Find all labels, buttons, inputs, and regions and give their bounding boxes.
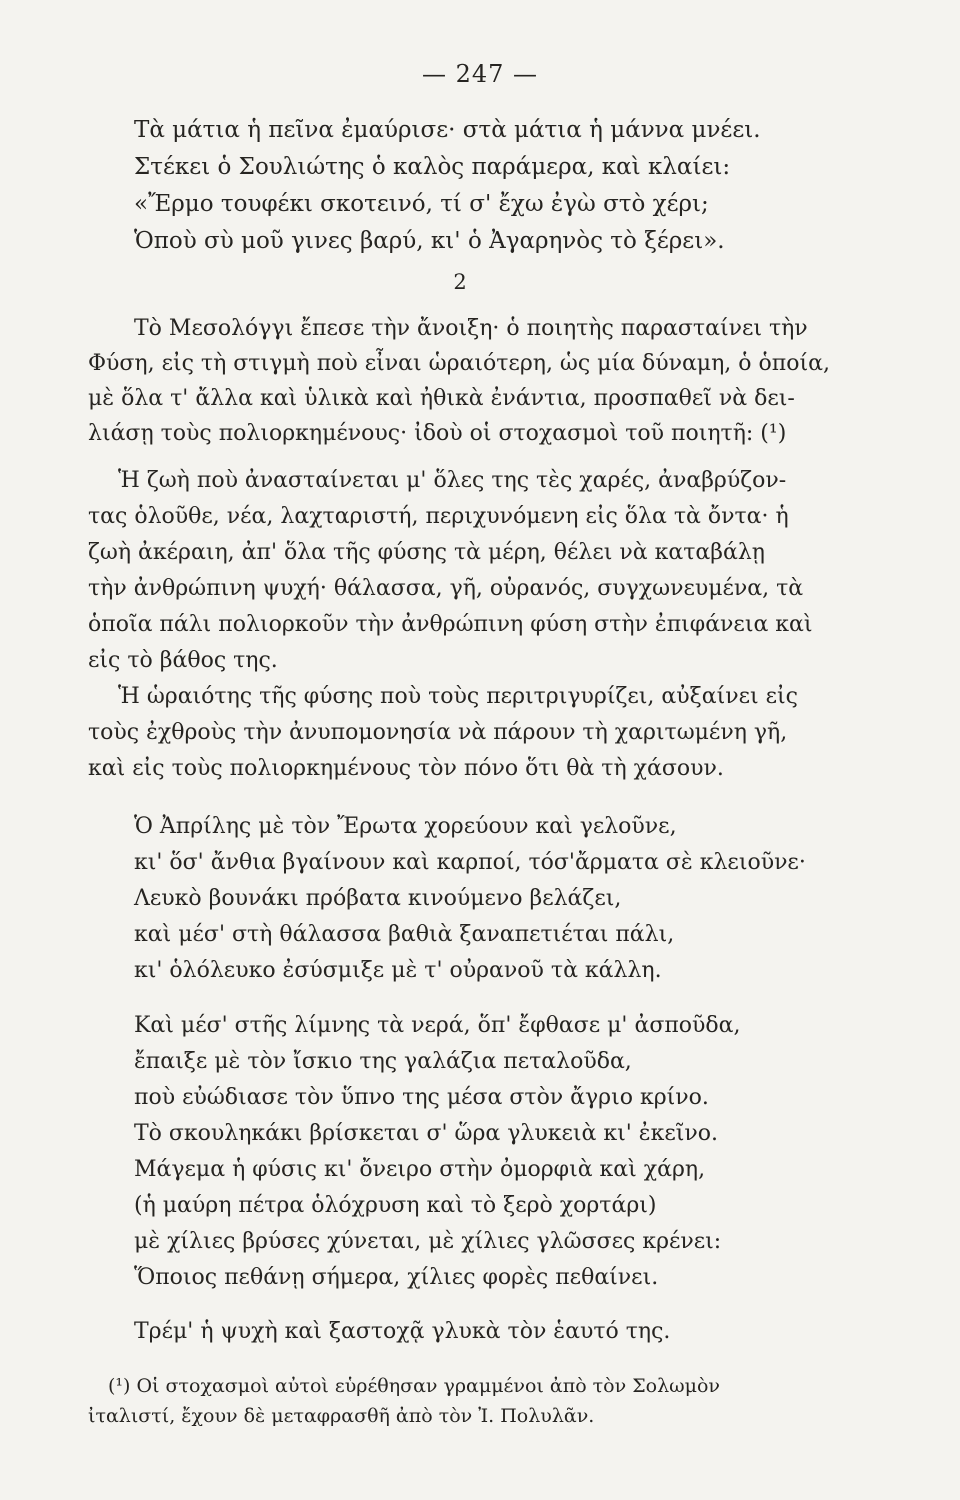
prose-line: μὲ ὅλα τ' ἄλλα καὶ ὑλικὰ καὶ ἠθικὰ ἐνάντια, προσπαθεῖ νὰ δει- [88,386,795,411]
verse-line: ἔπαιξε μὲ τὸν ἴσκιο της γαλάζια πεταλοῦδα, [134,1049,632,1074]
verse-line: Τὸ σκουληκάκι βρίσκεται σ' ὥρα γλυκειὰ κι' ἐκεῖνο. [134,1121,718,1146]
prose-line: τοὺς ἐχθροὺς τὴν ἀνυπομονησία νὰ πάρουν τὴ χαριτωμένη γῆ, [88,720,788,745]
verse-line: Λευκὸ βουνάκι πρόβατα κινούμενο βελάζει, [134,886,622,911]
section-number: 2 [453,270,467,294]
prose-line: τὴν ἀνθρώπινη ψυχή· θάλασσα, γῆ, οὐρανός, συγχωνευμένα, τὰ [88,576,804,601]
verse-line: Ὁ Ἀπρίλης μὲ τὸν Ἔρωτα χορεύουν καὶ γελοῦνε, [134,814,677,839]
verse-line: Τὰ μάτια ἡ πεῖνα ἐμαύρισε· στὰ μάτια ἡ μάννα μνέει. [134,117,761,143]
prose-line: Τὸ Μεσολόγγι ἔπεσε τὴν ἄνοιξη· ὁ ποιητὴς παρασταίνει τὴν [134,316,808,341]
prose-line: καὶ εἰς τοὺς πολιορκημένους τὸν πόνο ὅτι θὰ τὴ χάσουν. [88,756,724,781]
prose-line: Ἡ ζωὴ ποὺ ἀνασταίνεται μ' ὅλες της τὲς χαρές, ἀναβρύζον- [118,468,787,493]
verse-line: καὶ μέσ' στὴ θάλασσα βαθιὰ ξαναπετιέται πάλι, [134,922,675,947]
prose-line: εἰς τὸ βάθος της. [88,648,278,673]
verse-line: μὲ χίλιες βρύσες χύνεται, μὲ χίλιες γλῶσσες κρένει: [134,1229,722,1254]
page-number: — 247 — [421,60,539,88]
prose-line: λιάσῃ τοὺς πολιορκημένους· ἰδοὺ οἱ στοχασμοὶ τοῦ ποιητῆ: (¹) [88,421,787,446]
verse-line: Ὅποιος πεθάνῃ σήμερα, χίλιες φορὲς πεθαίνει. [134,1265,659,1290]
verse-line: (ἡ μαύρη πέτρα ὁλόχρυση καὶ τὸ ξερὸ χορτάρι) [134,1193,657,1218]
prose-line: ὁποῖα πάλι πολιορκοῦν τὴν ἀνθρώπινη φύση στὴν ἐπιφάνεια καὶ [88,612,813,637]
prose-line: Φύση, εἰς τὴ στιγμὴ ποὺ εἶναι ὡραιότερη, ὡς μία δύναμη, ὁ ὁποία, [88,351,830,376]
verse-line: ποὺ εὐώδιασε τὸν ὕπνο της μέσα στὸν ἄγριο κρίνο. [134,1085,709,1110]
verse-line: Καὶ μέσ' στῆς λίμνης τὰ νερά, ὅπ' ἔφθασε μ' ἀσποῦδα, [134,1013,741,1038]
verse-line: κι' ὅσ' ἄνθια βγαίνουν καὶ καρποί, τόσ'ἄρματα σὲ κλειοῦνε· [134,850,806,875]
verse-line: Μάγεμα ἡ φύσις κι' ὄνειρο στὴν ὀμορφιὰ καὶ χάρη, [134,1157,706,1182]
prose-line: ζωὴ ἀκέραιη, ἀπ' ὅλα τῆς φύσης τὰ μέρη, θέλει νὰ καταβάλῃ [88,540,765,565]
prose-line: τας ὁλοῦθε, νέα, λαχταριστή, περιχυνόμενη εἰς ὅλα τὰ ὄντα· ἡ [88,504,789,529]
footnote-line: ἰταλιστί, ἔχουν δὲ μεταφρασθῆ ἀπὸ τὸν Ἰ. Πολυλᾶν. [88,1405,595,1427]
verse-line: Ὁποὺ σὺ μοῦ γινες βαρύ, κι' ὁ Ἀγαρηνὸς τὸ ξέρει». [134,228,725,254]
verse-line: «Ἔρμο τουφέκι σκοτεινό, τί σ' ἔχω ἐγὼ στὸ χέρι; [134,191,709,217]
verse-line: Στέκει ὁ Σουλιώτης ὁ καλὸς παράμερα, καὶ κλαίει: [134,154,731,180]
footnote-line: (¹) Οἱ στοχασμοὶ αὐτοὶ εὑρέθησαν γραμμένοι ἀπὸ τὸν Σολωμὸν [108,1375,720,1397]
verse-line: κι' ὁλόλευκο ἐσύσμιξε μὲ τ' οὐρανοῦ τὰ κάλλη. [134,958,662,983]
verse-line: Τρέμ' ἡ ψυχὴ καὶ ξαστοχᾷ γλυκὰ τὸν ἑαυτό της. [134,1319,671,1344]
prose-line: Ἡ ὡραιότης τῆς φύσης ποὺ τοὺς περιτριγυρίζει, αὐξαίνει εἰς [118,684,798,709]
